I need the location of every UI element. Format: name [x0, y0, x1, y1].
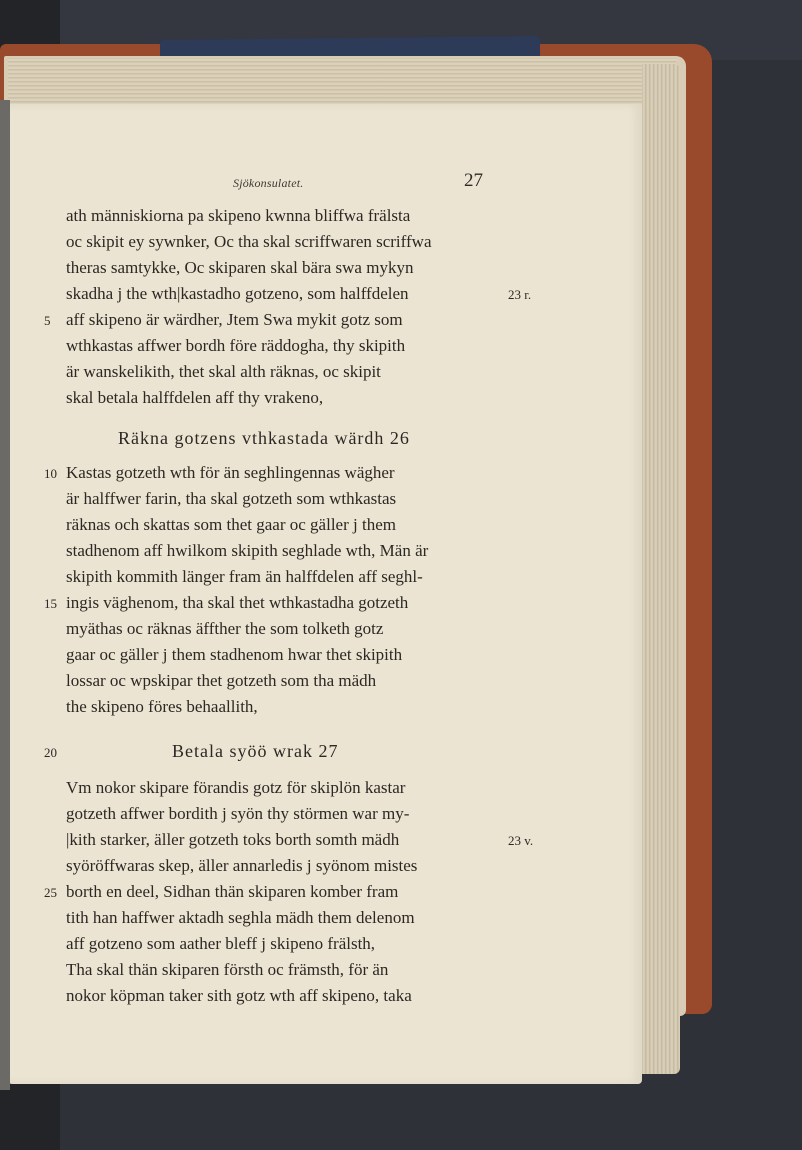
text-line: borth en deel, Sidhan thän skiparen komber fram — [66, 882, 399, 901]
line-number: 20 — [44, 745, 57, 760]
margin-note: 23 r. — [508, 287, 532, 302]
line-number: 10 — [44, 466, 57, 481]
text-line: the skipeno föres behaallith, — [66, 697, 258, 716]
text-line: myäthas oc räknas äffther the som tolketh gotz — [66, 619, 384, 638]
page-gutter — [0, 100, 10, 1090]
page-edges-right — [642, 64, 680, 1074]
text-line: wthkastas affwer bordh före räddogha, thy skipith — [66, 336, 406, 355]
text-line: nokor köpman taker sith gotz wth aff skipeno, taka — [66, 986, 412, 1005]
running-head: Sjökonsulatet. — [233, 176, 304, 190]
text-line: skipith kommith länger fram än halffdelen aff seghl- — [66, 567, 423, 586]
text-line: är wanskelikith, thet skal alth räknas, oc skipit — [66, 362, 381, 381]
text-line: oc skipit ey sywnker, Oc tha skal scriffwaren scriffwa — [66, 232, 432, 251]
text-line: Tha skal thän skiparen försth oc främsth, för än — [66, 960, 389, 979]
margin-note: 23 v. — [508, 833, 534, 848]
line-number: 5 — [44, 313, 51, 328]
text-line: skadha j the wth|kastadho gotzeno, som halffdelen — [66, 284, 409, 303]
line-number: 25 — [44, 885, 57, 900]
text-line: skal betala halffdelen aff thy vrakeno, — [66, 388, 324, 407]
text-line: syöröffwaras skep, äller annarledis j syönom mistes — [66, 856, 418, 875]
text-line: aff gotzeno som aather bleff j skipeno frälsth, — [66, 934, 376, 953]
text-line: aff skipeno är wärdher, Jtem Swa mykit gotz som — [66, 310, 403, 329]
line-number: 15 — [44, 596, 57, 611]
text-line: tith han haffwer aktadh seghla mädh them delenom — [66, 908, 415, 927]
text-line: stadhenom aff hwilkom skipith seghlade wth, Män är — [66, 541, 429, 560]
text-line: räknas och skattas som thet gaar oc gäller j them — [66, 515, 396, 534]
text-line: gaar oc gäller j them stadhenom hwar thet skipith — [66, 645, 403, 664]
text-line: theras samtykke, Oc skiparen skal bära swa mykyn — [66, 258, 414, 277]
page-number: 27 — [464, 170, 483, 191]
section-heading: Räkna gotzens vthkastada wärdh 26 — [118, 428, 410, 448]
text-line: lossar oc wpskipar thet gotzeth som tha mädh — [66, 671, 377, 690]
text-line: Vm nokor skipare förandis gotz för skiplön kastar — [66, 778, 406, 797]
section-heading: Betala syöö wrak 27 — [172, 741, 339, 761]
text-line: |kith starker, äller gotzeth toks borth somth mädh — [66, 830, 400, 849]
page-edges-top — [8, 58, 676, 108]
text-line: gotzeth affwer bordith j syön thy störmen war my- — [66, 804, 410, 823]
text-line: Kastas gotzeth wth för än seghlingennas wägher — [66, 463, 395, 482]
text-line: ath människiorna pa skipeno kwnna bliffwa frälsta — [66, 206, 411, 225]
text-line: är halffwer farin, tha skal gotzeth som wthkastas — [66, 489, 397, 508]
text-line: ingis väghenom, tha skal thet wthkastadha gotzeth — [66, 593, 409, 612]
